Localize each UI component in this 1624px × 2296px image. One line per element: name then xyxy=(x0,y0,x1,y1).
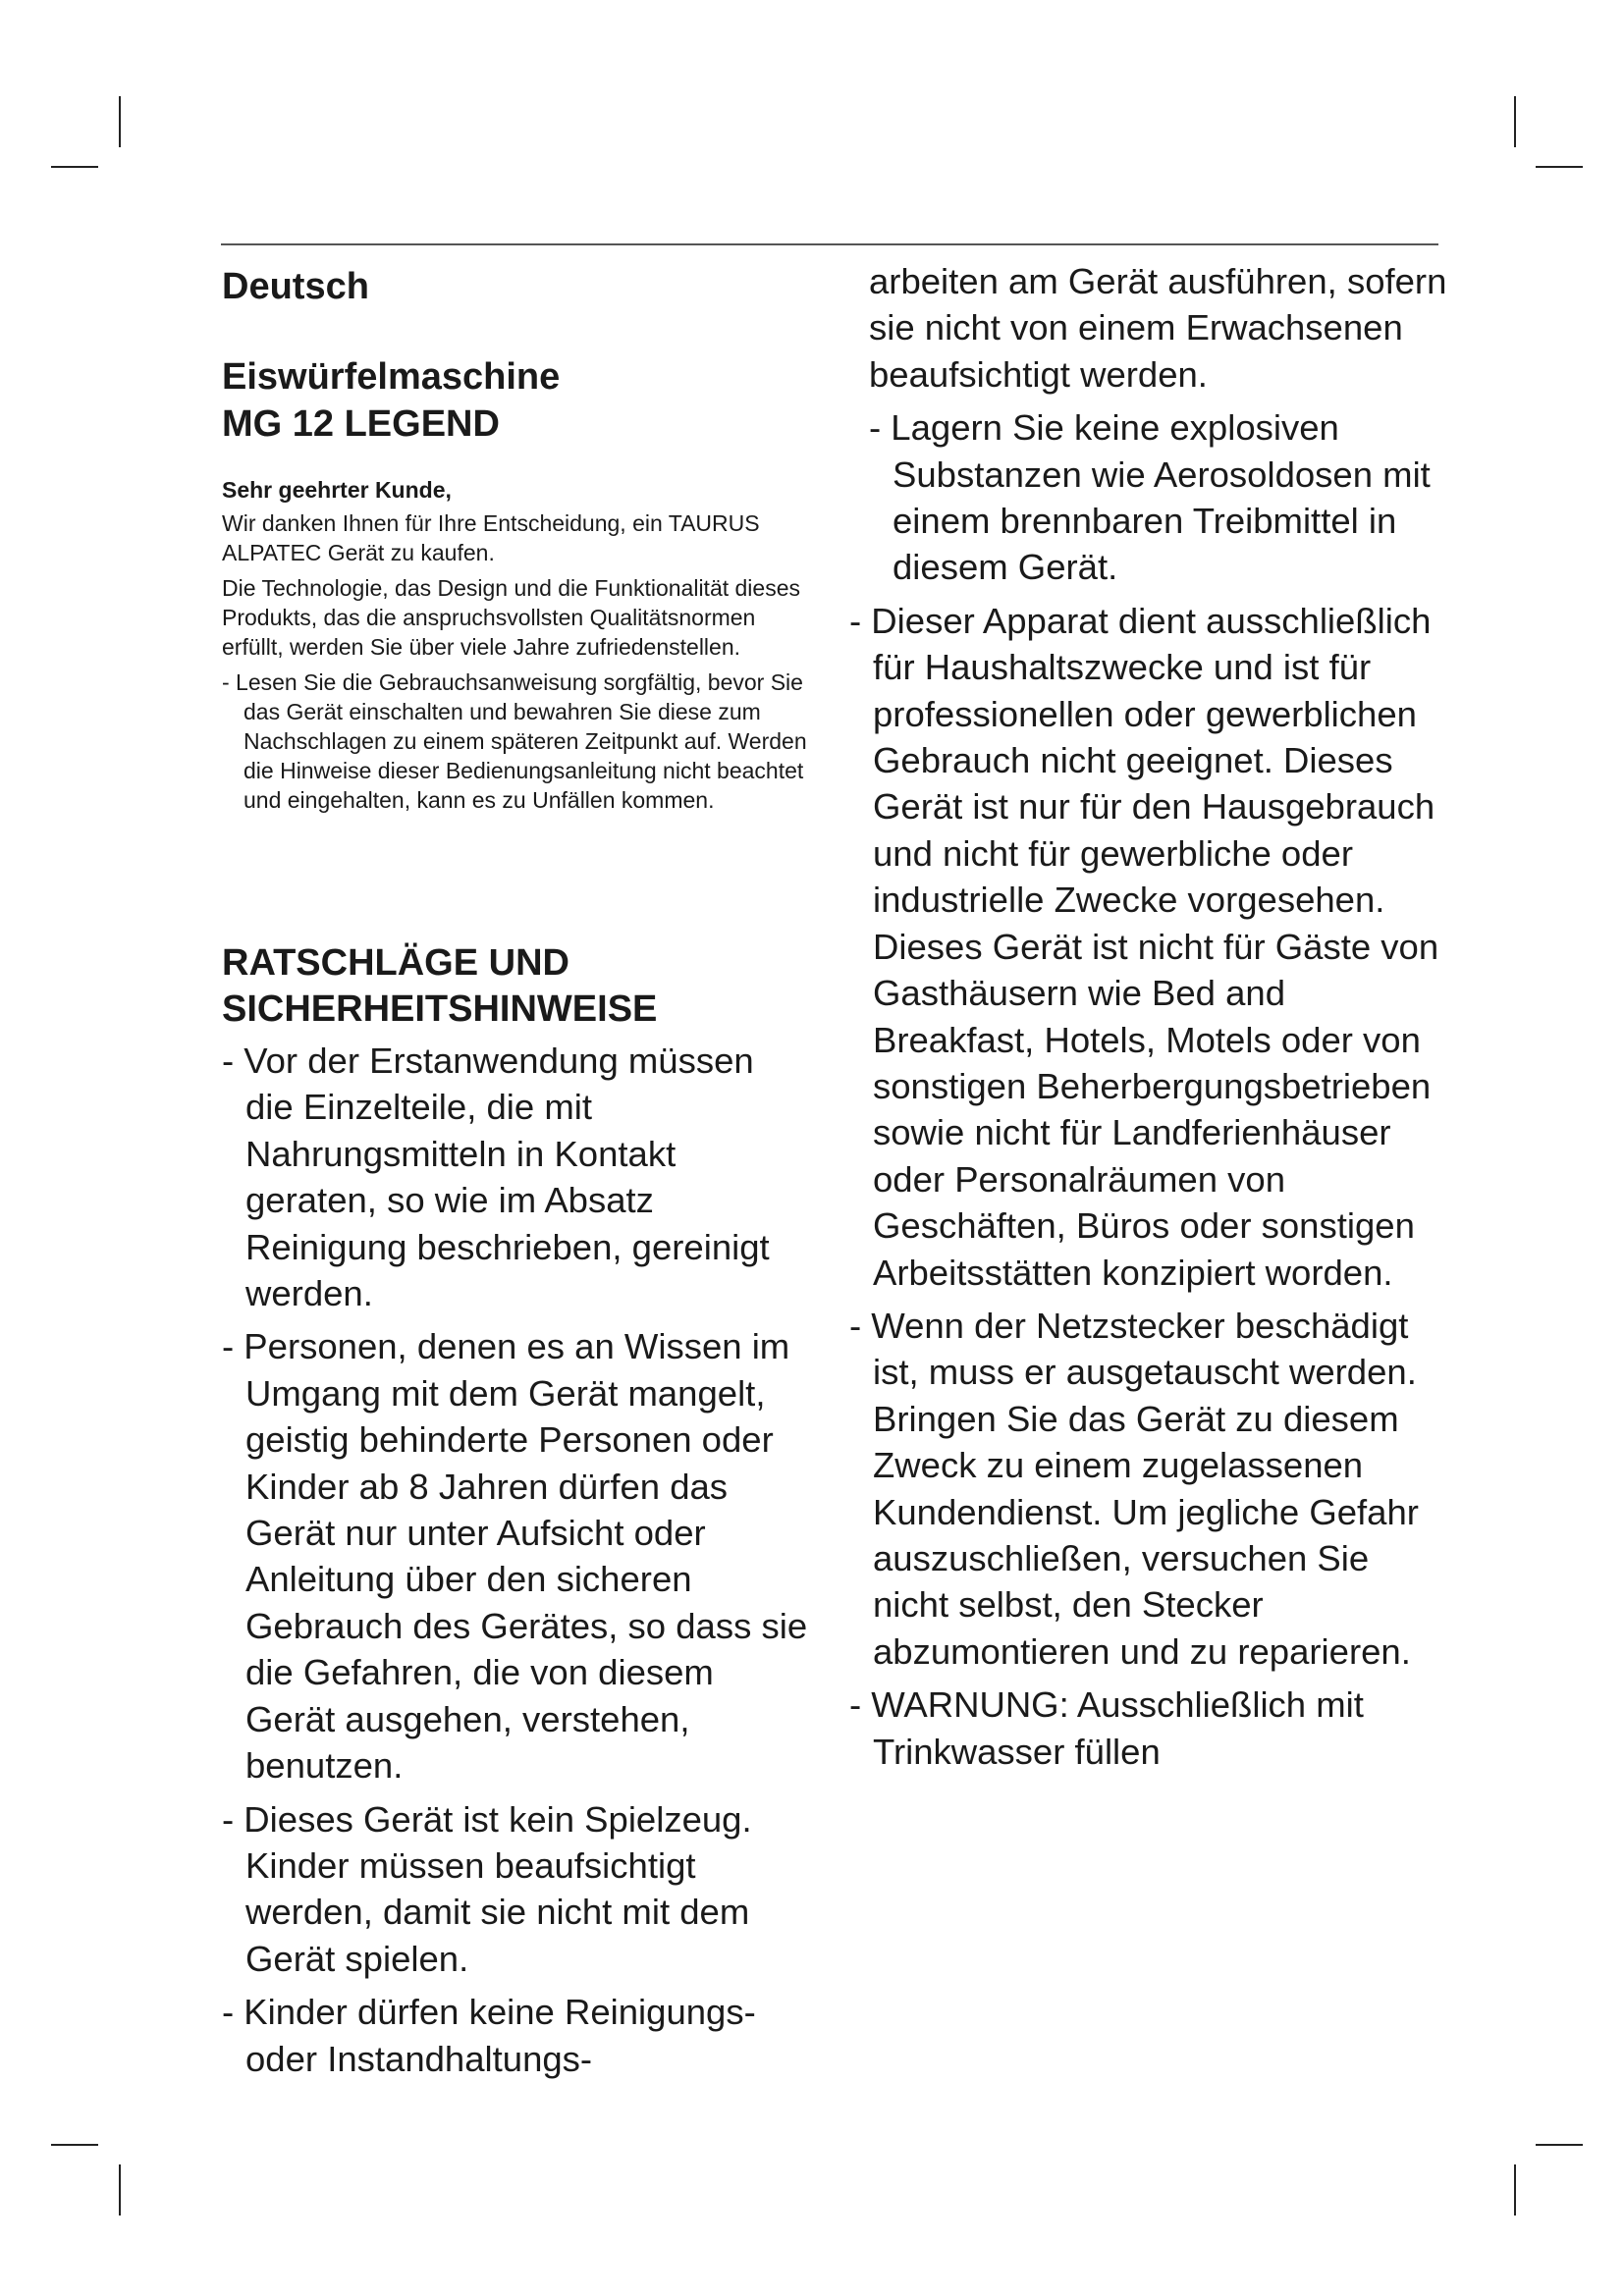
list-item: - Personen, denen es an Wissen im Umgang mit dem Gerät mangelt, geistig behinderte Personen oder Kinder ab 8 Jahren dürfen das Gerät nur unter Aufsicht oder Anleitung über den sicheren Gebrauch des Gerätes, so dass sie die Gefahren, die von diesem Gerät ausgehen, verstehen, benutzen. xyxy=(222,1326,808,1787)
crop-mark-bottom-left-horizontal xyxy=(51,2144,98,2146)
product-title-line-1: Eiswürfelmaschine xyxy=(222,356,561,398)
list-item-continuation: arbeiten am Gerät ausführen, sofern sie nicht von einem Erwachsenen beaufsichtigt werden. xyxy=(869,261,1447,395)
crop-mark-top-left-horizontal xyxy=(51,166,98,168)
language-heading: Deutsch xyxy=(222,266,369,307)
intro-block xyxy=(222,475,821,815)
intro-note: - Lesen Sie die Gebrauchsanweisung sorgfältig, bevor Sie das Gerät einschalten und bewahren Sie diese zum Nachschlagen zu einem späteren Zeitpunkt auf. Werden die Hinweise dieser Bedienungsanleitung nicht beachtet und eingehalten, kann es zu Unfällen kommen. xyxy=(222,669,807,813)
intro-paragraph: Die Technologie, das Design und die Funktionalität dieses Produkts, das die anspruchsvollsten Qualitätsnormen erfüllt, werden Sie über viele Jahre zufriedenstellen. xyxy=(222,575,801,660)
list-item: - Dieses Gerät ist kein Spielzeug. Kinder müssen beaufsichtigt werden, damit sie nicht mit dem Gerät spielen. xyxy=(222,1798,752,1979)
safety-list-left xyxy=(222,1038,811,2089)
crop-mark-bottom-right-vertical xyxy=(1514,2164,1516,2216)
greeting: Sehr geehrter Kunde, xyxy=(222,477,452,503)
safety-heading: RATSCHLÄGE UND SICHERHEITSHINWEISE xyxy=(222,942,658,1030)
list-subitem: - Lagern Sie keine explosiven Substanzen wie Aerosoldosen mit einem brennbaren Treibmittel in diesem Gerät. xyxy=(869,407,1431,588)
crop-mark-top-right-vertical xyxy=(1514,96,1516,147)
crop-mark-bottom-left-vertical xyxy=(119,2164,121,2216)
safety-list-right xyxy=(849,258,1448,1782)
list-item: - Kinder dürfen keine Reinigungs- oder Instandhaltungs- xyxy=(222,1992,756,2079)
product-title xyxy=(222,353,560,448)
crop-mark-top-left-vertical xyxy=(119,96,121,147)
list-item: - WARNUNG: Ausschließlich mit Trinkwasser füllen xyxy=(849,1684,1364,1772)
product-title-line-2: MG 12 LEGEND xyxy=(222,403,500,445)
list-item: - Dieser Apparat dient ausschließlich für Haushaltszwecke und ist für professionellen oder gewerblichen Gebrauch nicht geeignet. Dieses Gerät ist nur für den Hausgebrauch und nicht für gewerbliche oder industrielle Zwecke vorgesehen. Dieses Gerät ist nicht für Gäste von Gasthäusern wie Bed and Breakfast, Hotels, Motels oder von sonstigen Beherbergungsbetrieben sowie nicht für Landferienhäuser oder Personalräumen von Geschäften, Büros oder sonstigen Arbeitsstätten konzipiert worden. xyxy=(849,600,1439,1293)
safety-list-right-items xyxy=(849,598,1448,1775)
list-item: - Wenn der Netzstecker beschädigt ist, muss er ausgetauscht werden. Bringen Sie das Gerät zu diesem Zweck zu einem zugelassenen Kundendienst. Um jegliche Gefahr auszuschließen, versuchen Sie nicht selbst, den Stecker abzumontieren und zu reparieren. xyxy=(849,1305,1419,1672)
header-rule xyxy=(221,243,1438,245)
crop-mark-top-right-horizontal xyxy=(1536,166,1583,168)
list-item: - Vor der Erstanwendung müssen die Einzelteile, die mit Nahrungsmitteln in Kontakt geraten, so wie im Absatz Reinigung beschrieben, gereinigt werden. xyxy=(222,1041,770,1314)
intro-paragraph: Wir danken Ihnen für Ihre Entscheidung, ein TAURUS ALPATEC Gerät zu kaufen. xyxy=(222,510,760,565)
crop-mark-bottom-right-horizontal xyxy=(1536,2144,1583,2146)
